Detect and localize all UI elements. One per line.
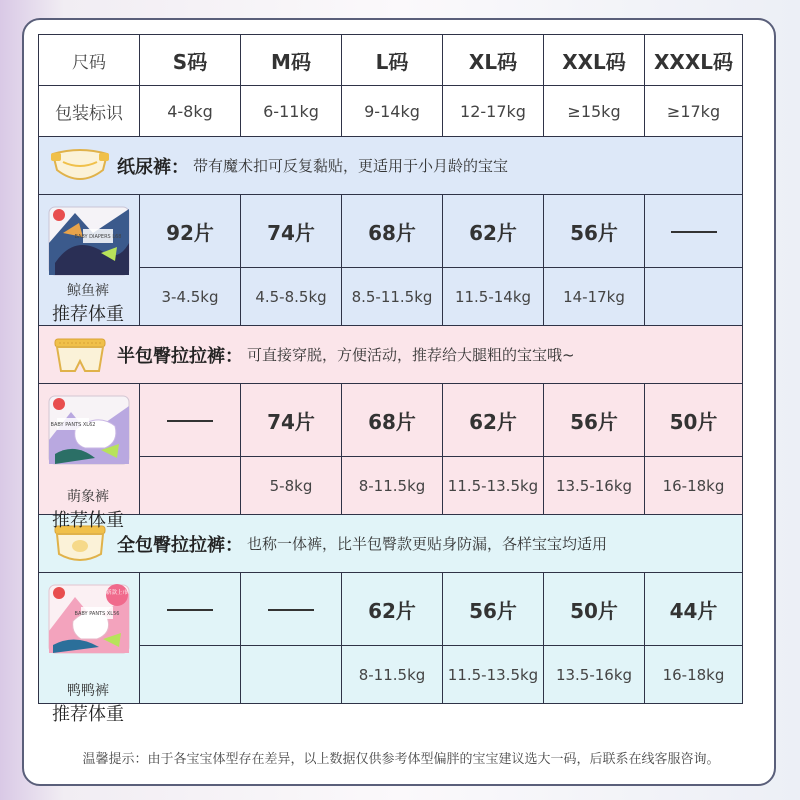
recommend-weight-label: 推荐体重 [52,304,124,325]
count-cell [645,384,743,457]
size-cell [342,35,443,86]
pack-label: BABY DIAPERS L68 [74,234,122,240]
not-available-dash [167,609,213,611]
piece-count: 56片 [570,220,618,245]
not-available-dash [671,231,717,233]
section-description: 可直接穿脱，方便活动，推荐给大腿粗的宝宝哦~ [247,346,575,364]
count-cell [544,195,645,268]
weight-cell [342,646,443,704]
weight-row [39,646,743,704]
count-cell [241,195,342,268]
recommended-weight: 4.5-8.5kg [255,288,327,306]
size-xl: XL码 [468,49,518,74]
recommended-weight: 13.5-16kg [555,666,633,684]
count-cell [443,384,544,457]
piece-count: 62片 [469,220,517,245]
package-weight: 12-17kg [460,101,526,121]
product-name: 鸭鸭裤 [67,683,109,699]
piece-count: 68片 [368,220,416,245]
recommended-weight: 5-8kg [269,477,313,495]
package-weight: ≥15kg [567,101,621,121]
size-m: M码 [271,49,311,74]
size-label-cell [39,35,140,86]
count-cell [342,573,443,646]
weight-cell [645,646,743,704]
count-row [39,195,743,268]
elephant-pants-package-image [45,392,133,470]
size-s: S码 [172,49,208,74]
weight-cell [544,457,645,515]
piece-count: 62片 [368,598,416,623]
size-xxl: XXL码 [562,49,626,74]
piece-count: 74片 [267,409,315,434]
size-cell [241,35,342,86]
section-description: 也称一体裤，比半包臀款更贴身防漏，各样宝宝均适用 [247,535,608,553]
weight-cell [140,646,241,704]
recommended-weight: 8.5-11.5kg [351,288,433,306]
weight-cell [241,457,342,515]
size-label: 尺码 [72,52,106,73]
weight-cell [544,646,645,704]
section-banner-diapers [39,137,743,195]
size-chart-card [22,18,776,786]
count-row [39,384,743,457]
count-cell [544,573,645,646]
size-l: L码 [375,49,409,74]
count-cell [140,573,241,646]
product-label-whale [38,280,138,326]
piece-count: 74片 [267,220,315,245]
piece-count: 62片 [469,409,517,434]
package-weight-cell [645,86,743,137]
piece-count: 56片 [570,409,618,434]
section-banner-half-pants [39,326,743,384]
recommended-weight: 16-18kg [662,666,725,684]
weight-cell [342,457,443,515]
weight-cell [645,457,743,515]
count-cell [544,384,645,457]
piece-count: 68片 [368,409,416,434]
count-cell [140,384,241,457]
package-weight: ≥17kg [666,101,721,121]
recommended-weight: 14-17kg [563,288,625,306]
recommended-weight: 3-4.5kg [161,288,219,306]
size-cell [544,35,645,86]
pack-label: BABY PANTS XL56 [74,611,120,617]
weight-cell [140,457,241,515]
weight-cell [443,457,544,515]
weight-cell [241,646,342,704]
recommended-weight: 8-11.5kg [358,477,426,495]
count-cell [241,573,342,646]
size-xxxl: XXXL码 [653,49,733,74]
package-weight-cell [140,86,241,137]
weight-cell [140,268,241,326]
weight-cell [342,268,443,326]
recommend-weight-label: 推荐体重 [52,510,124,531]
package-label: 包装标识 [55,103,123,124]
weight-row [39,268,743,326]
recommended-weight: 11.5-13.5kg [447,666,539,684]
count-cell [342,384,443,457]
package-weight: 4-8kg [167,101,213,121]
section-title: 纸尿裤： [117,156,189,178]
recommended-weight: 11.5-13.5kg [447,477,539,495]
piece-count: 44片 [669,598,718,623]
piece-count: 50片 [570,598,618,623]
package-weight-cell [241,86,342,137]
pull-up-pants-icon [49,333,111,377]
size-cell [645,35,743,86]
banner-cell [39,326,743,384]
diaper-icon [49,144,111,188]
footnote: 温馨提示：由于各宝宝体型存在差异，以上数据仅供参考体型偏胖的宝宝建议选大一码，后联系在线客服咨询。 [82,752,720,767]
piece-count: 50片 [669,409,718,434]
piece-count: 92片 [166,220,214,245]
weight-cell [443,646,544,704]
recommended-weight: 16-18kg [662,477,725,495]
recommended-weight: 8-11.5kg [358,666,426,684]
section-title: 全包臀拉拉裤： [117,534,243,556]
weight-cell [241,268,342,326]
banner-cell [39,515,743,573]
new-badge-text: 新款上市 [105,590,129,596]
count-cell [645,573,743,646]
package-weight-cell [342,86,443,137]
product-label-elephant [38,486,138,532]
product-label-duck [38,680,138,726]
section-banner-full-pants [39,515,743,573]
not-available-dash [268,609,314,611]
count-cell [241,384,342,457]
package-header-row [39,86,743,137]
size-chart-table [38,34,743,704]
package-label-cell [39,86,140,137]
count-row [39,573,743,646]
weight-cell [645,268,743,326]
size-cell [443,35,544,86]
whale-pants-package-image [45,203,133,281]
section-description: 带有魔术扣可反复黏贴，更适用于小月龄的宝宝 [193,157,509,175]
count-cell [645,195,743,268]
not-available-dash [167,420,213,422]
recommended-weight: 13.5-16kg [555,477,633,495]
package-weight: 9-14kg [364,101,420,121]
weight-cell [544,268,645,326]
piece-count: 56片 [469,598,517,623]
package-weight-cell [544,86,645,137]
weight-cell [443,268,544,326]
recommend-weight-label: 推荐体重 [52,704,124,725]
size-header-row [39,35,743,86]
weight-row [39,457,743,515]
count-cell [443,195,544,268]
product-name: 鲸鱼裤 [67,283,109,299]
count-cell [342,195,443,268]
package-weight: 6-11kg [263,101,319,121]
banner-cell [39,137,743,195]
count-cell [443,573,544,646]
product-name: 萌象裤 [67,489,109,505]
pack-label: BABY PANTS XL62 [50,422,96,428]
duck-pants-package-image [45,581,133,659]
recommended-weight: 11.5-14kg [454,288,532,306]
count-cell [140,195,241,268]
package-weight-cell [443,86,544,137]
size-cell [140,35,241,86]
section-title: 半包臀拉拉裤： [117,345,243,367]
